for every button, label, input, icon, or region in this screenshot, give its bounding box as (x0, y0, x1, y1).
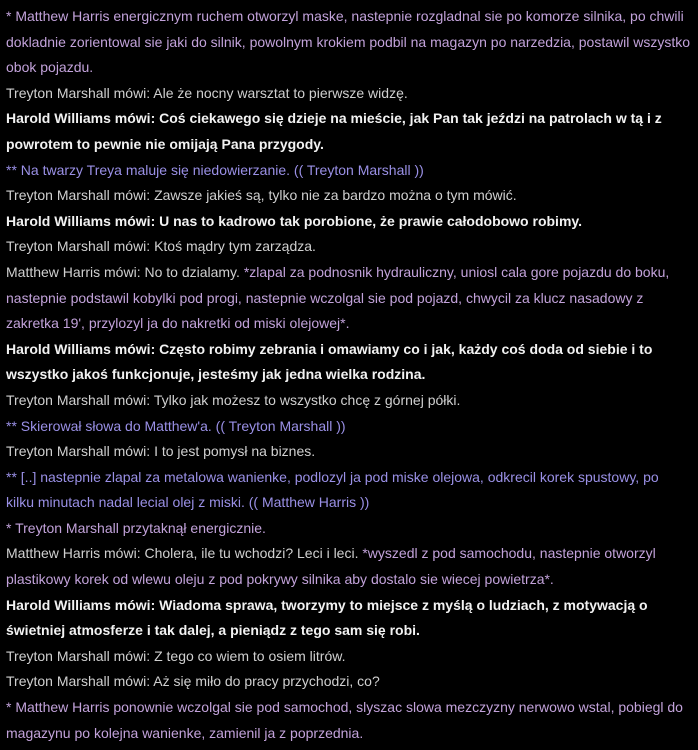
chat-message-text: ** Skierował słowa do Matthew'a. (( Treyton Marshall )) (6, 417, 346, 434)
chat-line-do (6, 158, 690, 184)
chat-message-text: Harold Williams mówi: Często robimy zebrania i omawiamy co i jak, każdy coś doda od siebie i to wszystko jakoś funkcjonuje, jesteśmy jak jedna wielka rodzina. (6, 340, 653, 383)
chat-line-do (6, 465, 690, 516)
chat-message-text: Matthew Harris mówi: Cholera, ile tu wchodzi? Leci i leci. (6, 545, 363, 562)
chat-line-say-normal (6, 439, 690, 465)
chat-line-say-bold (6, 106, 690, 157)
chat-message-text: Treyton Marshall mówi: Tylko jak możesz to wszystko chcę z górnej półki. (6, 391, 461, 408)
chat-message-text: Treyton Marshall mówi: Aż się miło do pracy przychodzi, co? (6, 673, 380, 690)
chat-message-text: ** [..] nastepnie zlapal za metalowa wanienke, podlozyl ja pod miske olejowa, odkrecil korek spustowy, po kilku minutach nadal lecial olej z miski. (( Matthew Harris )) (6, 468, 659, 511)
chat-message-text: Treyton Marshall mówi: Z tego co wiem to osiem litrów. (6, 647, 346, 664)
chat-message-text: Matthew Harris mówi: No to dzialamy. (6, 263, 244, 280)
chat-line-say-normal (6, 541, 690, 592)
chat-line-say-bold (6, 337, 690, 388)
chat-line-say-normal (6, 81, 690, 107)
chat-line-do (6, 414, 690, 440)
chat-message-text: * Matthew Harris energicznym ruchem otworzyl maske, nastepnie rozgladnal sie po komorze silnika, po chwili dokladnie zorientowal sie jaki do silnik, powolnym krokiem podbil na magazyn po narzedzia, postawil wszystko obok pojazdu. (6, 8, 690, 76)
chat-message-text: Treyton Marshall mówi: Ale że nocny warsztat to pierwsze widzę. (6, 84, 408, 101)
chat-message-text: Treyton Marshall mówi: Ktoś mądry tym zarządza. (6, 238, 316, 255)
chat-line-say-normal (6, 644, 690, 670)
chat-line-say-normal (6, 388, 690, 414)
chat-message-text: Harold Williams mówi: U nas to kadrowo tak porobione, że prawie całodobowo robimy. (6, 212, 583, 229)
chat-line-say-bold (6, 593, 690, 644)
chat-line-say-normal (6, 183, 690, 209)
chat-message-text: ** Na twarzy Treya maluje się niedowierzanie. (( Treyton Marshall )) (6, 161, 424, 178)
chat-message-text: Harold Williams mówi: Coś ciekawego się dzieje na mieście, jak Pan tak jeździ na patrolach w tą i z powrotem to pewnie nie omijają Pana przygody. (6, 110, 662, 152)
chat-message-text: Harold Williams mówi: Wiadoma sprawa, tworzymy to miejsce z myślą o ludziach, z motywacją o świetniej atmosferze i tak dalej, a pieniądz z tego sam się robi. (6, 596, 648, 639)
chat-emote-text: *zlapal za podnosnik hydrauliczny, uniosl cala gore pojazdu do boku, nastepnie podstawil kobylki pod progi, nastepnie wczolgal sie pod pojazd, chwycil za klucz nasadowy z zakretka 19', przylozyl ja do nakretki od miski olejowej*. (6, 263, 670, 332)
chat-line-say-normal (6, 669, 690, 695)
chat-line-me (6, 695, 690, 746)
chat-line-say-normal (6, 260, 690, 337)
chat-line-me (6, 4, 690, 81)
chat-message-text: Treyton Marshall mówi: Zawsze jakieś są, tylko nie za bardzo można o tym mówić. (6, 187, 517, 204)
chat-line-say-normal (6, 234, 690, 260)
chat-line-say-bold (6, 209, 690, 235)
chat-message-text: * Treyton Marshall przytaknął energicznie. (6, 519, 266, 536)
chat-message-text: * Matthew Harris ponownie wczolgal sie pod samochod, slyszac slowa mezczyzny nerwowo wstal, pobiegl do magazynu po kolejna wanienke, zamienil ja z poprzednia. (6, 699, 683, 741)
chat-emote-text: *wyszedl z pod samochodu, nastepnie otworzyl plastikowy korek od wlewu oleju z pod pokrywy silnika aby dostalo sie wiecej powietrza*. (6, 545, 656, 588)
chat-line-me (6, 516, 690, 542)
chat-message-text: Treyton Marshall mówi: I to jest pomysł na biznes. (6, 443, 316, 460)
